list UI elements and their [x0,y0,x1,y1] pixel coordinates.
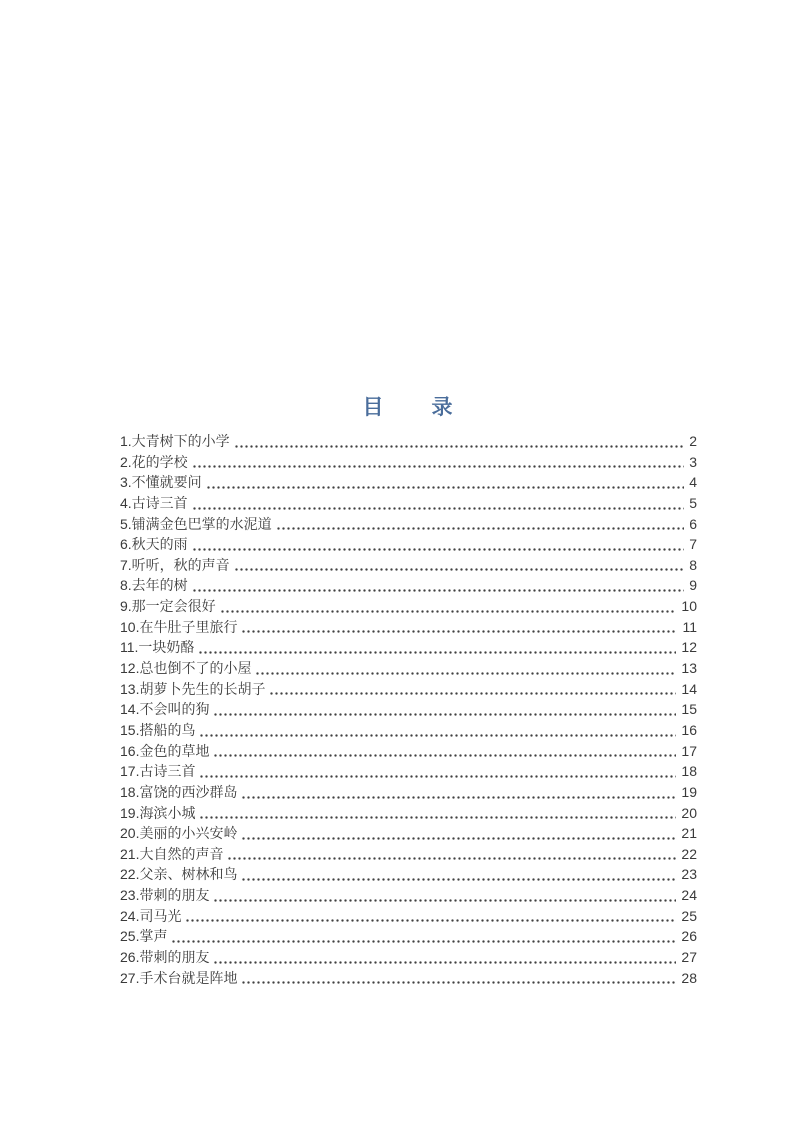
toc-entry[interactable] [120,555,697,576]
toc-entry-page: 9 [689,577,697,594]
toc-entry-label: 16.金色的草地 [120,742,210,759]
toc-entry[interactable] [120,906,697,927]
toc-leader-dots [227,844,676,865]
toc-entry-page: 10 [681,598,697,615]
toc-entry-page: 21 [681,825,697,842]
toc-entry-page: 17 [681,742,697,759]
toc-entry-page: 27 [681,949,697,966]
toc-entry-page: 14 [681,680,697,697]
toc-entry-label: 22.父亲、树林和鸟 [120,866,238,883]
toc-entry-page: 18 [681,763,697,780]
toc-entry[interactable] [120,782,697,803]
toc-entry[interactable] [120,720,697,741]
toc-leader-dots [234,555,685,576]
toc-entry-page: 15 [681,701,697,718]
toc-entry[interactable] [120,844,697,865]
toc-entry-label: 10.在牛肚子里旅行 [120,618,238,635]
toc-entry-page: 25 [681,907,697,924]
toc-leader-dots [213,947,676,968]
toc-leader-dots [241,864,676,885]
toc-entry-page: 11 [682,618,697,635]
toc-entry-page: 6 [689,515,697,532]
toc-entry-label: 26.带刺的朋友 [120,949,210,966]
toc-entry-label: 11.一块奶酪 [120,639,195,656]
toc-leader-dots [241,823,676,844]
toc-entry[interactable] [120,472,697,493]
toc-entry-label: 17.古诗三首 [120,763,196,780]
toc-entry-page: 8 [689,556,697,573]
toc-leader-dots [199,720,676,741]
toc-leader-dots [185,906,676,927]
toc-entry-page: 19 [681,783,697,800]
toc-list [120,431,697,988]
toc-entry[interactable] [120,575,697,596]
toc-leader-dots [199,803,676,824]
toc-entry[interactable] [120,431,697,452]
toc-leader-dots [241,782,676,803]
toc-entry-page: 20 [681,804,697,821]
toc-leader-dots [241,968,676,989]
toc-entry-page: 5 [689,494,697,511]
toc-leader-dots [171,926,676,947]
toc-entry-label: 12.总也倒不了的小屋 [120,660,252,677]
toc-entry[interactable] [120,741,697,762]
toc-entry-page: 4 [689,474,697,491]
toc-entry-label: 23.带刺的朋友 [120,887,210,904]
toc-entry-label: 13.胡萝卜先生的长胡子 [120,680,266,697]
toc-leader-dots [220,596,677,617]
toc-entry-label: 2.花的学校 [120,453,188,470]
toc-entry-page: 12 [681,639,697,656]
toc-entry-page: 22 [681,845,697,862]
toc-leader-dots [198,637,676,658]
toc-entry[interactable] [120,679,697,700]
toc-entry-page: 2 [689,433,697,449]
toc-entry-page: 13 [681,660,697,677]
toc-entry[interactable] [120,864,697,885]
toc-entry-label: 27.手术台就是阵地 [120,969,238,986]
toc-leader-dots [213,699,676,720]
toc-leader-dots [192,575,685,596]
toc-leader-dots [241,617,677,638]
toc-entry[interactable] [120,452,697,473]
toc-entry[interactable] [120,803,697,824]
toc-entry[interactable] [120,885,697,906]
toc-entry-label: 15.搭船的鸟 [120,721,196,738]
toc-entry[interactable] [120,968,697,989]
toc-entry-label: 25.掌声 [120,928,168,945]
toc-entry-label: 21.大自然的声音 [120,845,224,862]
toc-entry-label: 6.秋天的雨 [120,536,188,553]
toc-leader-dots [206,472,685,493]
toc-entry-label: 24.司马光 [120,907,182,924]
toc-entry[interactable] [120,699,697,720]
toc-leader-dots [199,761,676,782]
toc-entry-label: 7.听听，秋的声音 [120,556,230,573]
toc-entry[interactable] [120,926,697,947]
toc-entry-page: 16 [681,721,697,738]
toc-entry[interactable] [120,637,697,658]
toc-leader-dots [276,514,685,535]
toc-entry[interactable] [120,493,697,514]
toc-entry[interactable] [120,617,697,638]
toc-entry[interactable] [120,823,697,844]
toc-entry-label: 4.古诗三首 [120,494,188,511]
toc-entry-label: 1.大青树下的小学 [120,433,230,449]
toc-leader-dots [192,534,685,555]
toc-title: 目 录 [362,396,455,419]
toc-entry-label: 18.富饶的西沙群岛 [120,783,238,800]
toc-leader-dots [269,679,676,700]
toc-entry-label: 20.美丽的小兴安岭 [120,825,238,842]
toc-entry[interactable] [120,596,697,617]
toc-leader-dots [213,885,676,906]
toc-entry-page: 7 [689,536,697,553]
toc-entry[interactable] [120,514,697,535]
toc-entry[interactable] [120,947,697,968]
toc-entry[interactable] [120,534,697,555]
toc-entry-page: 28 [681,969,697,986]
toc-leader-dots [192,493,685,514]
toc-leader-dots [234,431,685,452]
toc-leader-dots [255,658,676,679]
toc-leader-dots [192,452,685,473]
toc-entry-page: 23 [681,866,697,883]
toc-entry-label: 19.海滨小城 [120,804,196,821]
toc-leader-dots [213,741,676,762]
toc-entry-label: 5.铺满金色巴掌的水泥道 [120,515,272,532]
toc-entry-label: 3.不懂就要问 [120,474,202,491]
toc-entry-label: 9.那一定会很好 [120,598,216,615]
toc-entry-page: 24 [681,887,697,904]
toc-entry-label: 14.不会叫的狗 [120,701,210,718]
toc-entry[interactable] [120,658,697,679]
toc-entry-page: 26 [681,928,697,945]
toc-entry-page: 3 [689,453,697,470]
toc-entry[interactable] [120,761,697,782]
toc-entry-label: 8.去年的树 [120,577,188,594]
